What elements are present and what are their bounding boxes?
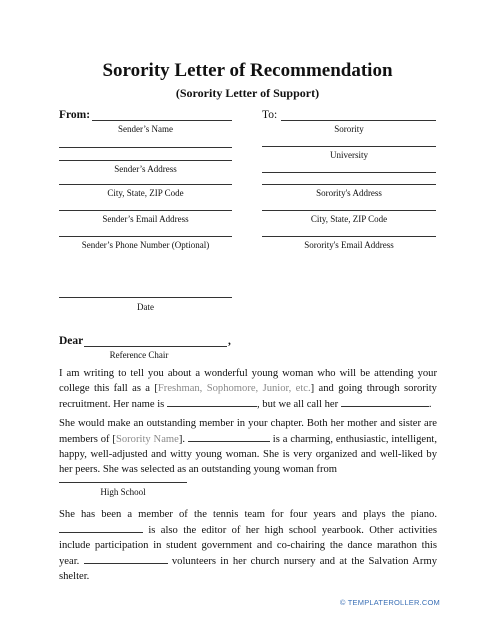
sorority-address-caption: Sorority's Address — [316, 188, 382, 198]
name-blank[interactable] — [167, 396, 257, 407]
sender-name-caption: Sender’s Name — [117, 124, 174, 134]
salutation-label: Dear — [59, 335, 84, 347]
sorority-address-line-1[interactable] — [262, 172, 436, 173]
sender-address-line-1[interactable] — [59, 147, 232, 148]
document-subtitle: (Sorority Letter of Support) — [175, 86, 320, 100]
sender-city-caption: City, State, ZIP Code — [107, 188, 184, 198]
sorority-name-placeholder[interactable]: Sorority Name — [115, 434, 179, 445]
grade-placeholder[interactable]: Freshman, Sophomore, Junior, etc. — [157, 383, 311, 394]
document-title: Sorority Letter of Recommendation — [102, 60, 393, 81]
from-label: From: — [59, 109, 91, 121]
paragraph-3: She has been a member of the tennis team for four years and plays the piano. is also the editor of her high school yearbook. Other activities include participation in student government and co-chairing the dance marathon this year. volunteers in her church nursery and at the Salvation Army shelter. — [59, 509, 437, 582]
nickname-blank[interactable] — [341, 396, 429, 407]
candidate-name-blank[interactable] — [188, 431, 270, 442]
sorority-address-line-2[interactable] — [262, 184, 436, 185]
university-caption: University — [330, 150, 368, 160]
sorority-city-caption: City, State, ZIP Code — [310, 214, 388, 224]
sender-city-line[interactable] — [59, 184, 232, 185]
sorority-caption: Sorority — [334, 124, 364, 134]
sender-address-line-2[interactable] — [59, 160, 232, 161]
footer-link[interactable]: © TEMPLATEROLLER.COM — [339, 598, 440, 607]
university-line[interactable] — [262, 146, 436, 147]
to-label: To: — [262, 109, 278, 121]
high-school-caption: High School — [100, 487, 146, 497]
high-school-line[interactable] — [59, 482, 187, 483]
sorority-email-caption: Sorority's Email Address — [304, 240, 394, 250]
sender-phone-line[interactable] — [59, 236, 232, 237]
paragraph-2: She would make an outstanding member in your chapter. Both her mother and sister are members of [Sorority Name]. is a charming, enthusiastic, intelligent, happy, well-adjusted and witty young woman. She is very organized and well-liked by her peers. She was selected as an outstanding young woman from — [59, 418, 438, 475]
copyright-icon: © — [339, 598, 346, 607]
volunteer-name-blank[interactable] — [84, 553, 168, 564]
reference-chair-caption: Reference Chair — [109, 350, 169, 360]
editor-name-blank[interactable] — [59, 522, 143, 533]
sorority-city-line[interactable] — [262, 210, 436, 211]
sorority-email-line[interactable] — [262, 236, 436, 237]
reference-chair-line[interactable] — [84, 346, 227, 347]
sender-email-line[interactable] — [59, 210, 232, 211]
date-caption: Date — [137, 302, 154, 312]
sorority-line[interactable] — [281, 120, 436, 121]
sender-name-line[interactable] — [92, 120, 232, 121]
sender-phone-caption: Sender’s Phone Number (Optional) — [81, 240, 210, 250]
salutation-comma: , — [228, 335, 231, 347]
paragraph-1: I am writing to tell you about a wonderful young woman who will be attending your college this fall as a [Freshman, Sophomore, Junior, etc.] and going through sorority recruitment. Her name is , but we all call her . — [59, 368, 437, 410]
sender-email-caption: Sender’s Email Address — [102, 214, 189, 224]
date-line[interactable] — [59, 297, 232, 298]
sender-address-caption: Sender’s Address — [114, 164, 177, 174]
